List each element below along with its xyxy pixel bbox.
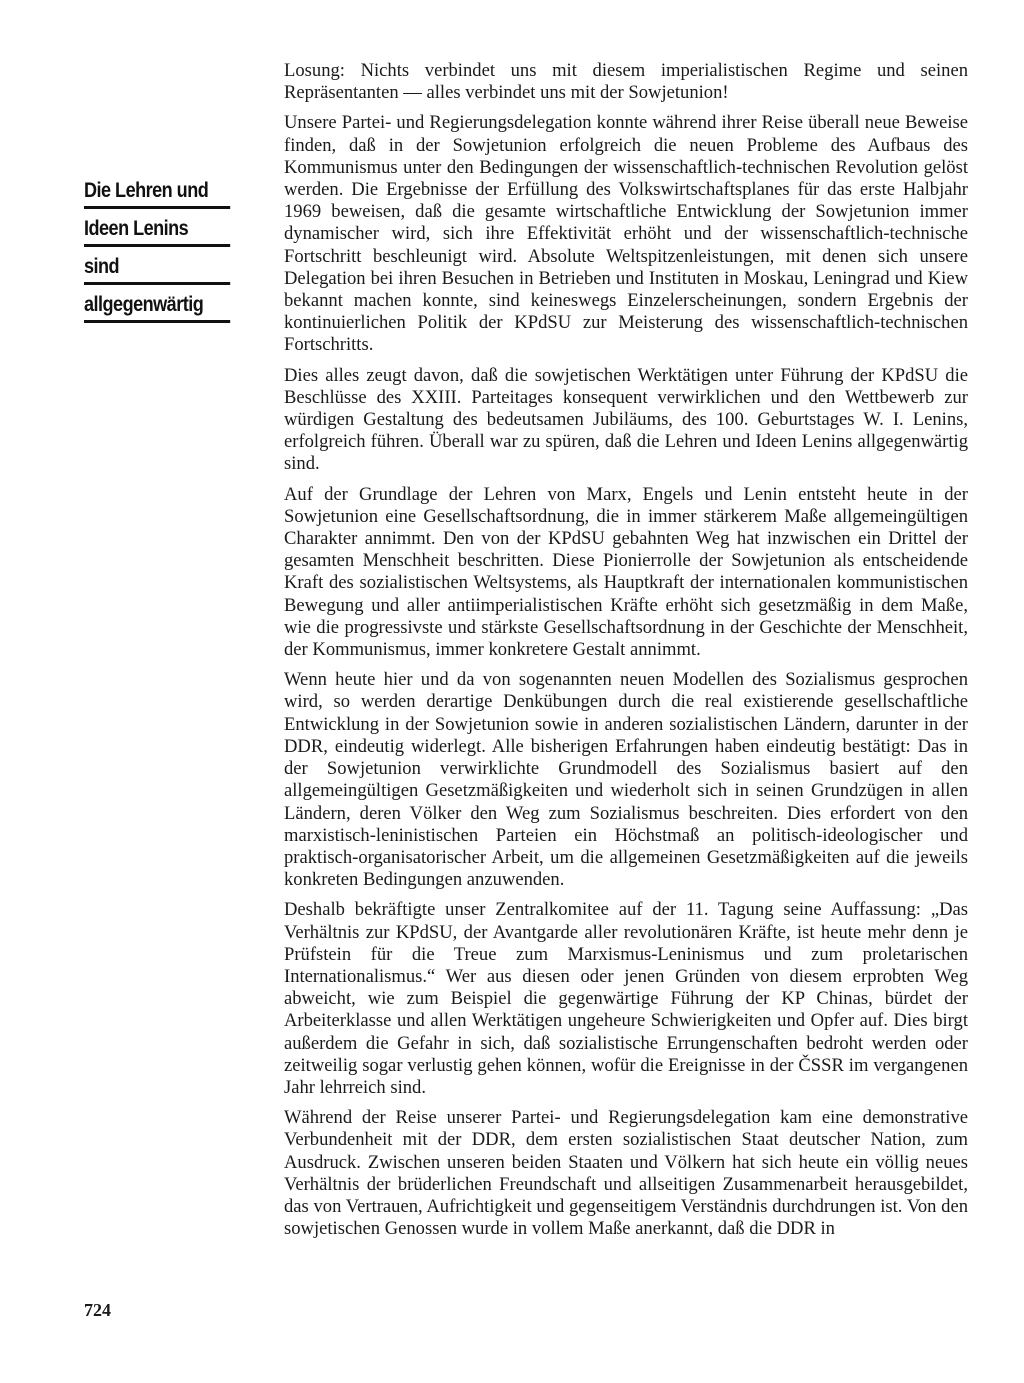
paragraph: Deshalb bekräftigte unser Zentralkomitee auf der 11. Tagung seine Auffassung: „Das Verhältnis zur KPdSU, der Avantgarde aller revolutionären Kräfte, ist heute mehr denn je Prüfstein für die Treue zum Marxismus-Leninismus und zum proletarischen Internationalismus.“ Wer aus diesen oder jenen Gründen von diesem erprobten Weg abweicht, wie zum Beispiel die gegenwärtige Führung der KP Chinas, bürdet der Arbeiterklasse und allen Werktätigen ungeheure Schwierigkeiten und Opfer auf. Dies birgt außerdem die Gefahr in sich, daß sozialistische Errungenschaften bedroht werden oder zeitweilig sogar verlustig gehen können, wofür die Ereignisse in der ČSSR im vergangenen Jahr lehrreich sind. — [284, 899, 968, 1098]
paragraph: Losung: Nichts verbindet uns mit diesem imperialistischen Regime und seinen Repräsentanten — alles verbindet uns mit der Sowjetunion! — [284, 60, 968, 104]
margin-heading-line: allgegenwärtig — [84, 290, 230, 323]
paragraph: Auf der Grundlage der Lehren von Marx, Engels und Lenin entsteht heute in der Sowjetunion eine Gesellschaftsordnung, die in immer stärkerem Maße allgemeingültigen Charakter annimmt. Den von der KPdSU gebahnten Weg hat inzwischen ein Drittel der gesamten Menschheit beschritten. Diese Pionierrolle der Sowjetunion als entscheidende Kraft des sozialistischen Weltsystems, als Hauptkraft der internationalen kommunistischen Bewegung und aller antiimperialistischen Kräfte erhöht sich gesetzmäßig in dem Maße, wie die progressivste und stärkste Gesellschaftsordnung in der Geschichte der Menschheit, der Kommunismus, immer konkretere Gestalt annimmt. — [284, 483, 968, 661]
page-number: 724 — [84, 1300, 111, 1320]
margin-heading-line: Ideen Lenins — [84, 214, 230, 247]
margin-heading-line: sind — [84, 252, 230, 285]
paragraph: Wenn heute hier und da von sogenannten neuen Modellen des Sozialismus gesprochen wird, so werden derartige Denkübungen durch die real existierende gesellschaftliche Entwicklung in der Sowjetunion sowie in anderen sozialistischen Ländern, darunter in der DDR, eindeutig widerlegt. Alle bisherigen Erfahrungen haben eindeutig bestätigt: Das in der Sowjetunion verwirklichte Grundmodell des Sozialismus basiert auf den allgemeingültigen Gesetzmäßigkeiten und wiederholt sich in seinen Grundzügen in allen Ländern, deren Völker den Weg zum Sozialismus beschreiten. Dies erfordert von den marxistisch-leninistischen Parteien ein Höchstmaß an politisch-ideologischer und praktisch-organisatorischer Arbeit, um die allgemeinen Gesetzmäßigkeiten auf die jeweils konkreten Bedingungen anzuwenden. — [284, 669, 968, 891]
margin-heading-line: Die Lehren und — [84, 176, 230, 209]
margin-heading — [84, 176, 254, 328]
body-text — [284, 60, 968, 1248]
paragraph: Unsere Partei- und Regierungsdelegation konnte während ihrer Reise überall neue Beweise finden, daß in der Sowjetunion erfolgreich die neuen Probleme des Aufbaus des Kommunismus unter den Bedingungen der wissenschaftlich-technischen Revolution gelöst werden. Die Ergebnisse der Erfüllung des Volkswirtschaftsplanes für das erste Halbjahr 1969 beweisen, daß die gesamte wirtschaftliche Entwicklung der Sowjetunion immer dynamischer wird, sich ihre Effektivität erhöht und der wissenschaftlich-technische Fortschritt beschleunigt wird. Absolute Weltspitzenleistungen, mit denen sich unsere Delegation bei ihren Besuchen in Betrieben und Instituten in Moskau, Leningrad und Kiew bekannt machen konnte, sind keineswegs Einzelerscheinungen, sondern Ergebnis der kontinuierlichen Politik der KPdSU zur Meisterung des wissenschaftlich-technischen Fortschritts. — [284, 112, 968, 356]
paragraph: Während der Reise unserer Partei- und Regierungsdelegation kam eine demonstrative Verbundenheit mit der DDR, dem ersten sozialistischen Staat deutscher Nation, zum Ausdruck. Zwischen unseren beiden Staaten und Völkern hat sich heute ein völlig neues Verhältnis der brüderlichen Freundschaft und allseitigen Zusammenarbeit herausgebildet, das von Vertrauen, Aufrichtigkeit und gegenseitigem Verständnis durchdrungen ist. Von den sowjetischen Genossen wurde in vollem Maße anerkannt, daß die DDR in — [284, 1107, 968, 1240]
paragraph: Dies alles zeugt davon, daß die sowjetischen Werktätigen unter Führung der KPdSU die Beschlüsse des XXIII. Parteitages konsequent verwirklichen und den Wettbewerb zur würdigen Gestaltung des bedeutsamen Jubiläums, des 100. Geburtstages W. I. Lenins, erfolgreich führen. Überall war zu spüren, daß die Lehren und Ideen Lenins allgegenwärtig sind. — [284, 364, 968, 475]
